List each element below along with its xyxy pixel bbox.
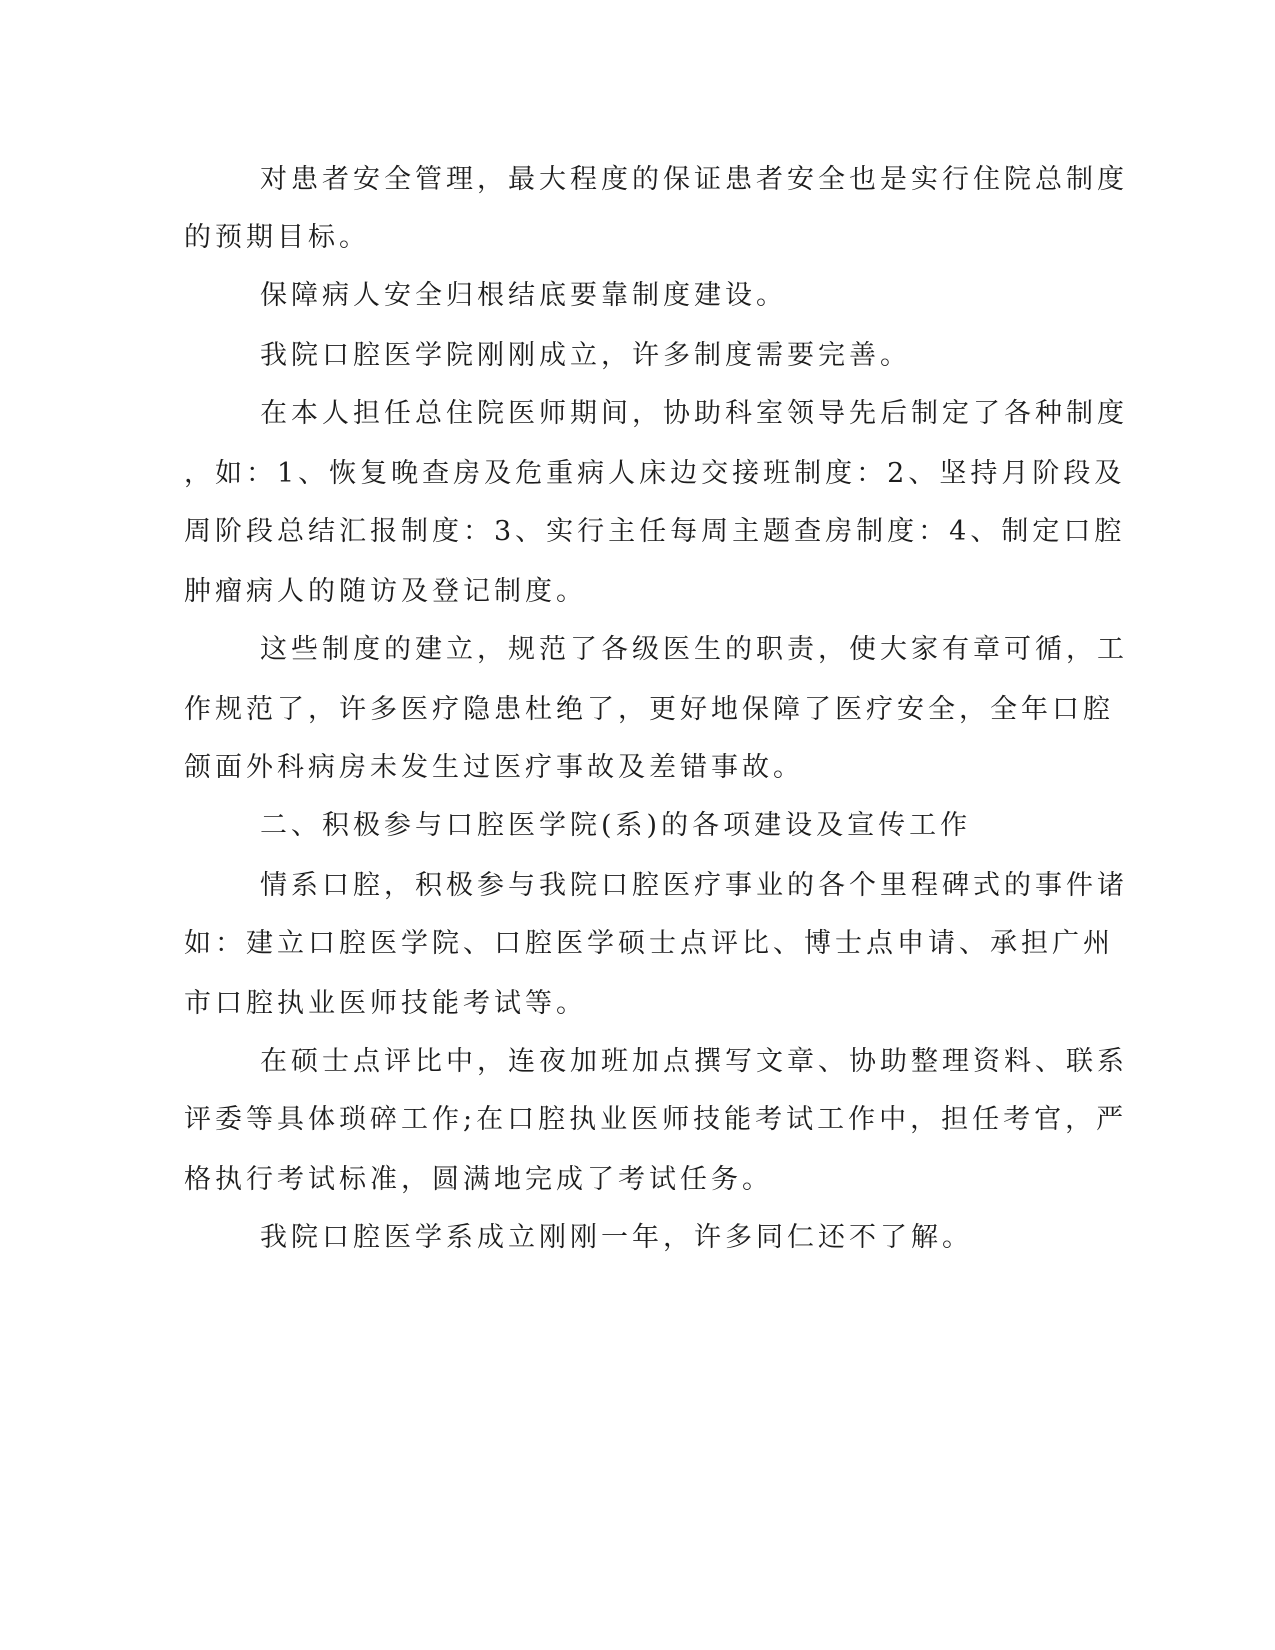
- section-heading: 二、积极参与口腔医学院(系)的各项建设及宣传工作: [260, 810, 972, 841]
- paragraph-6-line-3: 市口腔执业医师技能考试等。: [184, 988, 587, 1019]
- paragraph-4-line-3: 周阶段总结汇报制度：3、实行主任每周主题查房制度：4、制定口腔: [184, 516, 1126, 547]
- paragraph-1-line-2: 的预期目标。: [184, 222, 370, 253]
- paragraph-4-line-1: 在本人担任总住院医师期间，协助科室领导先后制定了各种制度: [260, 398, 1128, 429]
- paragraph-4-line-2: ，如：1、恢复晚查房及危重病人床边交接班制度：2、坚持月阶段及: [184, 458, 1126, 489]
- paragraph-1-line-1: 对患者安全管理，最大程度的保证患者安全也是实行住院总制度: [260, 164, 1128, 195]
- paragraph-6-line-1: 情系口腔，积极参与我院口腔医疗事业的各个里程碑式的事件诸: [260, 870, 1128, 901]
- paragraph-7-line-1: 在硕士点评比中，连夜加班加点撰写文章、协助整理资料、联系: [260, 1046, 1128, 1077]
- paragraph-5-line-3: 颌面外科病房未发生过医疗事故及差错事故。: [184, 752, 804, 783]
- paragraph-7-line-2: 评委等具体琐碎工作;在口腔执业医师技能考试工作中，担任考官，严: [184, 1104, 1128, 1135]
- paragraph-6-line-2: 如：建立口腔医学院、口腔医学硕士点评比、博士点申请、承担广州: [184, 928, 1114, 959]
- paragraph-2: 保障病人安全归根结底要靠制度建设。: [260, 280, 787, 311]
- paragraph-4-line-4: 肿瘤病人的随访及登记制度。: [184, 576, 587, 607]
- paragraph-5-line-2: 作规范了，许多医疗隐患杜绝了，更好地保障了医疗安全，全年口腔: [184, 694, 1114, 725]
- paragraph-3: 我院口腔医学院刚刚成立，许多制度需要完善。: [260, 340, 911, 371]
- paragraph-7-line-3: 格执行考试标准，圆满地完成了考试任务。: [184, 1164, 773, 1195]
- paragraph-5-line-1: 这些制度的建立，规范了各级医生的职责，使大家有章可循，工: [260, 634, 1128, 665]
- paragraph-8: 我院口腔医学系成立刚刚一年，许多同仁还不了解。: [260, 1222, 973, 1253]
